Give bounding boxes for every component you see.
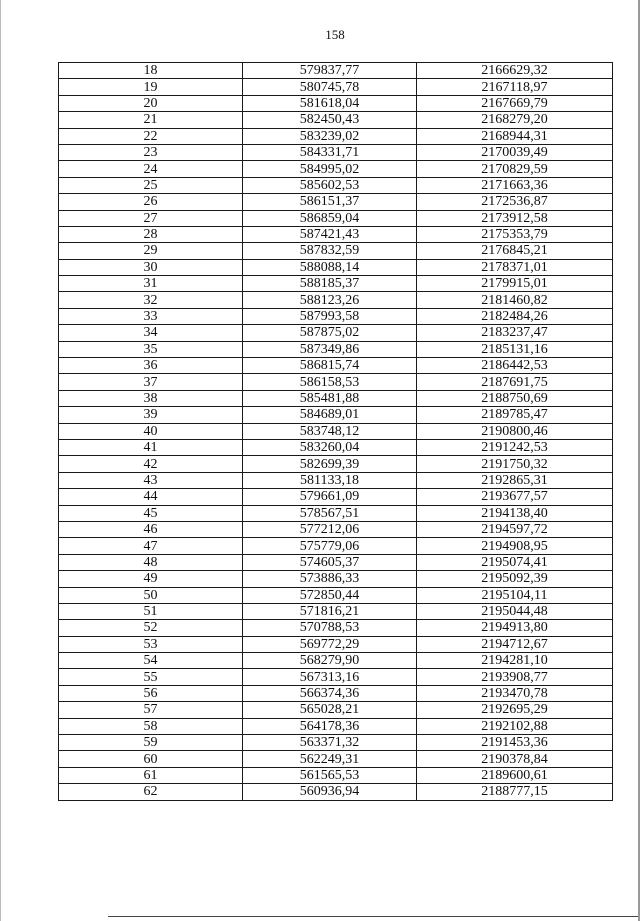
table-row bbox=[59, 390, 613, 406]
point-number-cell: 35 bbox=[59, 341, 243, 357]
x-coordinate-cell: 584331,71 bbox=[243, 144, 417, 160]
table-row bbox=[59, 112, 613, 128]
point-number-cell: 29 bbox=[59, 243, 243, 259]
table-row bbox=[59, 79, 613, 95]
point-number-cell: 45 bbox=[59, 505, 243, 521]
y-coordinate-cell: 2183237,47 bbox=[417, 325, 613, 341]
point-number-cell: 18 bbox=[59, 63, 243, 79]
point-number-cell: 46 bbox=[59, 521, 243, 537]
x-coordinate-cell: 568279,90 bbox=[243, 653, 417, 669]
y-coordinate-cell: 2195044,48 bbox=[417, 603, 613, 619]
page-bottom-line bbox=[108, 916, 638, 917]
y-coordinate-cell: 2185131,16 bbox=[417, 341, 613, 357]
table-row bbox=[59, 521, 613, 537]
x-coordinate-cell: 588123,26 bbox=[243, 292, 417, 308]
table-row bbox=[59, 554, 613, 570]
y-coordinate-cell: 2168944,31 bbox=[417, 128, 613, 144]
y-coordinate-cell: 2195074,41 bbox=[417, 554, 613, 570]
x-coordinate-cell: 564178,36 bbox=[243, 718, 417, 734]
table-row bbox=[59, 259, 613, 275]
table-row bbox=[59, 95, 613, 111]
point-number-cell: 48 bbox=[59, 554, 243, 570]
x-coordinate-cell: 583748,12 bbox=[243, 423, 417, 439]
y-coordinate-cell: 2189785,47 bbox=[417, 407, 613, 423]
table-row bbox=[59, 407, 613, 423]
point-number-cell: 58 bbox=[59, 718, 243, 734]
y-coordinate-cell: 2170039,49 bbox=[417, 144, 613, 160]
x-coordinate-cell: 584689,01 bbox=[243, 407, 417, 423]
table-row bbox=[59, 702, 613, 718]
x-coordinate-cell: 583239,02 bbox=[243, 128, 417, 144]
point-number-cell: 53 bbox=[59, 636, 243, 652]
x-coordinate-cell: 577212,06 bbox=[243, 521, 417, 537]
y-coordinate-cell: 2190378,84 bbox=[417, 751, 613, 767]
x-coordinate-cell: 579837,77 bbox=[243, 63, 417, 79]
point-number-cell: 38 bbox=[59, 390, 243, 406]
y-coordinate-cell: 2189600,61 bbox=[417, 767, 613, 783]
x-coordinate-cell: 571816,21 bbox=[243, 603, 417, 619]
x-coordinate-cell: 588088,14 bbox=[243, 259, 417, 275]
point-number-cell: 42 bbox=[59, 456, 243, 472]
y-coordinate-cell: 2194138,40 bbox=[417, 505, 613, 521]
table-row bbox=[59, 423, 613, 439]
x-coordinate-cell: 585481,88 bbox=[243, 390, 417, 406]
point-number-cell: 52 bbox=[59, 620, 243, 636]
x-coordinate-cell: 586158,53 bbox=[243, 374, 417, 390]
table-row bbox=[59, 784, 613, 800]
y-coordinate-cell: 2179915,01 bbox=[417, 276, 613, 292]
point-number-cell: 36 bbox=[59, 358, 243, 374]
table-row bbox=[59, 669, 613, 685]
y-coordinate-cell: 2193677,57 bbox=[417, 489, 613, 505]
y-coordinate-cell: 2186442,53 bbox=[417, 358, 613, 374]
y-coordinate-cell: 2193908,77 bbox=[417, 669, 613, 685]
x-coordinate-cell: 575779,06 bbox=[243, 538, 417, 554]
point-number-cell: 23 bbox=[59, 144, 243, 160]
y-coordinate-cell: 2187691,75 bbox=[417, 374, 613, 390]
table-row bbox=[59, 226, 613, 242]
x-coordinate-cell: 588185,37 bbox=[243, 276, 417, 292]
point-number-cell: 33 bbox=[59, 308, 243, 324]
table-row bbox=[59, 685, 613, 701]
y-coordinate-cell: 2195104,11 bbox=[417, 587, 613, 603]
point-number-cell: 51 bbox=[59, 603, 243, 619]
x-coordinate-cell: 569772,29 bbox=[243, 636, 417, 652]
table-row bbox=[59, 161, 613, 177]
y-coordinate-cell: 2181460,82 bbox=[417, 292, 613, 308]
x-coordinate-cell: 565028,21 bbox=[243, 702, 417, 718]
table-row bbox=[59, 767, 613, 783]
x-coordinate-cell: 560936,94 bbox=[243, 784, 417, 800]
table-row bbox=[59, 620, 613, 636]
point-number-cell: 56 bbox=[59, 685, 243, 701]
coordinates-table bbox=[58, 62, 613, 801]
point-number-cell: 57 bbox=[59, 702, 243, 718]
table-row bbox=[59, 587, 613, 603]
point-number-cell: 50 bbox=[59, 587, 243, 603]
x-coordinate-cell: 579661,09 bbox=[243, 489, 417, 505]
y-coordinate-cell: 2167669,79 bbox=[417, 95, 613, 111]
y-coordinate-cell: 2182484,26 bbox=[417, 308, 613, 324]
point-number-cell: 55 bbox=[59, 669, 243, 685]
table-row bbox=[59, 489, 613, 505]
x-coordinate-cell: 584995,02 bbox=[243, 161, 417, 177]
coordinates-table-body bbox=[59, 63, 613, 801]
table-row bbox=[59, 144, 613, 160]
table-row bbox=[59, 276, 613, 292]
table-row bbox=[59, 128, 613, 144]
table-row bbox=[59, 63, 613, 79]
point-number-cell: 31 bbox=[59, 276, 243, 292]
y-coordinate-cell: 2168279,20 bbox=[417, 112, 613, 128]
table-row bbox=[59, 751, 613, 767]
y-coordinate-cell: 2192102,88 bbox=[417, 718, 613, 734]
y-coordinate-cell: 2188777,15 bbox=[417, 784, 613, 800]
x-coordinate-cell: 582699,39 bbox=[243, 456, 417, 472]
x-coordinate-cell: 567313,16 bbox=[243, 669, 417, 685]
x-coordinate-cell: 563371,32 bbox=[243, 735, 417, 751]
table-row bbox=[59, 603, 613, 619]
scan-left-edge bbox=[0, 0, 1, 921]
point-number-cell: 20 bbox=[59, 95, 243, 111]
table-row bbox=[59, 735, 613, 751]
x-coordinate-cell: 583260,04 bbox=[243, 439, 417, 455]
x-coordinate-cell: 586859,04 bbox=[243, 210, 417, 226]
point-number-cell: 25 bbox=[59, 177, 243, 193]
point-number-cell: 43 bbox=[59, 472, 243, 488]
point-number-cell: 62 bbox=[59, 784, 243, 800]
y-coordinate-cell: 2191453,36 bbox=[417, 735, 613, 751]
point-number-cell: 19 bbox=[59, 79, 243, 95]
point-number-cell: 34 bbox=[59, 325, 243, 341]
table-row bbox=[59, 325, 613, 341]
point-number-cell: 47 bbox=[59, 538, 243, 554]
point-number-cell: 54 bbox=[59, 653, 243, 669]
y-coordinate-cell: 2193470,78 bbox=[417, 685, 613, 701]
y-coordinate-cell: 2170829,59 bbox=[417, 161, 613, 177]
point-number-cell: 39 bbox=[59, 407, 243, 423]
x-coordinate-cell: 585602,53 bbox=[243, 177, 417, 193]
y-coordinate-cell: 2176845,21 bbox=[417, 243, 613, 259]
y-coordinate-cell: 2190800,46 bbox=[417, 423, 613, 439]
x-coordinate-cell: 587875,02 bbox=[243, 325, 417, 341]
y-coordinate-cell: 2188750,69 bbox=[417, 390, 613, 406]
point-number-cell: 21 bbox=[59, 112, 243, 128]
y-coordinate-cell: 2191750,32 bbox=[417, 456, 613, 472]
x-coordinate-cell: 562249,31 bbox=[243, 751, 417, 767]
x-coordinate-cell: 581133,18 bbox=[243, 472, 417, 488]
table-row bbox=[59, 292, 613, 308]
table-row bbox=[59, 718, 613, 734]
table-row bbox=[59, 194, 613, 210]
x-coordinate-cell: 587832,59 bbox=[243, 243, 417, 259]
x-coordinate-cell: 587993,58 bbox=[243, 308, 417, 324]
table-row bbox=[59, 308, 613, 324]
table-row bbox=[59, 243, 613, 259]
point-number-cell: 60 bbox=[59, 751, 243, 767]
point-number-cell: 49 bbox=[59, 571, 243, 587]
x-coordinate-cell: 586151,37 bbox=[243, 194, 417, 210]
y-coordinate-cell: 2194597,72 bbox=[417, 521, 613, 537]
y-coordinate-cell: 2173912,58 bbox=[417, 210, 613, 226]
y-coordinate-cell: 2191242,53 bbox=[417, 439, 613, 455]
y-coordinate-cell: 2167118,97 bbox=[417, 79, 613, 95]
point-number-cell: 41 bbox=[59, 439, 243, 455]
x-coordinate-cell: 574605,37 bbox=[243, 554, 417, 570]
x-coordinate-cell: 578567,51 bbox=[243, 505, 417, 521]
point-number-cell: 24 bbox=[59, 161, 243, 177]
y-coordinate-cell: 2194913,80 bbox=[417, 620, 613, 636]
x-coordinate-cell: 572850,44 bbox=[243, 587, 417, 603]
x-coordinate-cell: 570788,53 bbox=[243, 620, 417, 636]
table-row bbox=[59, 538, 613, 554]
table-row bbox=[59, 177, 613, 193]
table-row bbox=[59, 472, 613, 488]
x-coordinate-cell: 580745,78 bbox=[243, 79, 417, 95]
point-number-cell: 28 bbox=[59, 226, 243, 242]
x-coordinate-cell: 566374,36 bbox=[243, 685, 417, 701]
point-number-cell: 44 bbox=[59, 489, 243, 505]
point-number-cell: 59 bbox=[59, 735, 243, 751]
point-number-cell: 30 bbox=[59, 259, 243, 275]
y-coordinate-cell: 2192865,31 bbox=[417, 472, 613, 488]
y-coordinate-cell: 2194712,67 bbox=[417, 636, 613, 652]
y-coordinate-cell: 2195092,39 bbox=[417, 571, 613, 587]
x-coordinate-cell: 573886,33 bbox=[243, 571, 417, 587]
point-number-cell: 61 bbox=[59, 767, 243, 783]
y-coordinate-cell: 2166629,32 bbox=[417, 63, 613, 79]
table-row bbox=[59, 653, 613, 669]
y-coordinate-cell: 2171663,36 bbox=[417, 177, 613, 193]
table-row bbox=[59, 358, 613, 374]
point-number-cell: 22 bbox=[59, 128, 243, 144]
x-coordinate-cell: 587349,86 bbox=[243, 341, 417, 357]
table-row bbox=[59, 374, 613, 390]
x-coordinate-cell: 582450,43 bbox=[243, 112, 417, 128]
x-coordinate-cell: 586815,74 bbox=[243, 358, 417, 374]
y-coordinate-cell: 2178371,01 bbox=[417, 259, 613, 275]
y-coordinate-cell: 2175353,79 bbox=[417, 226, 613, 242]
y-coordinate-cell: 2192695,29 bbox=[417, 702, 613, 718]
table-row bbox=[59, 210, 613, 226]
table-row bbox=[59, 505, 613, 521]
table-row bbox=[59, 341, 613, 357]
table-row bbox=[59, 636, 613, 652]
y-coordinate-cell: 2194908,95 bbox=[417, 538, 613, 554]
page-number: 158 bbox=[325, 27, 345, 42]
table-row bbox=[59, 571, 613, 587]
point-number-cell: 32 bbox=[59, 292, 243, 308]
point-number-cell: 40 bbox=[59, 423, 243, 439]
x-coordinate-cell: 581618,04 bbox=[243, 95, 417, 111]
table-row bbox=[59, 439, 613, 455]
point-number-cell: 27 bbox=[59, 210, 243, 226]
point-number-cell: 26 bbox=[59, 194, 243, 210]
y-coordinate-cell: 2194281,10 bbox=[417, 653, 613, 669]
point-number-cell: 37 bbox=[59, 374, 243, 390]
table-row bbox=[59, 456, 613, 472]
x-coordinate-cell: 561565,53 bbox=[243, 767, 417, 783]
x-coordinate-cell: 587421,43 bbox=[243, 226, 417, 242]
y-coordinate-cell: 2172536,87 bbox=[417, 194, 613, 210]
